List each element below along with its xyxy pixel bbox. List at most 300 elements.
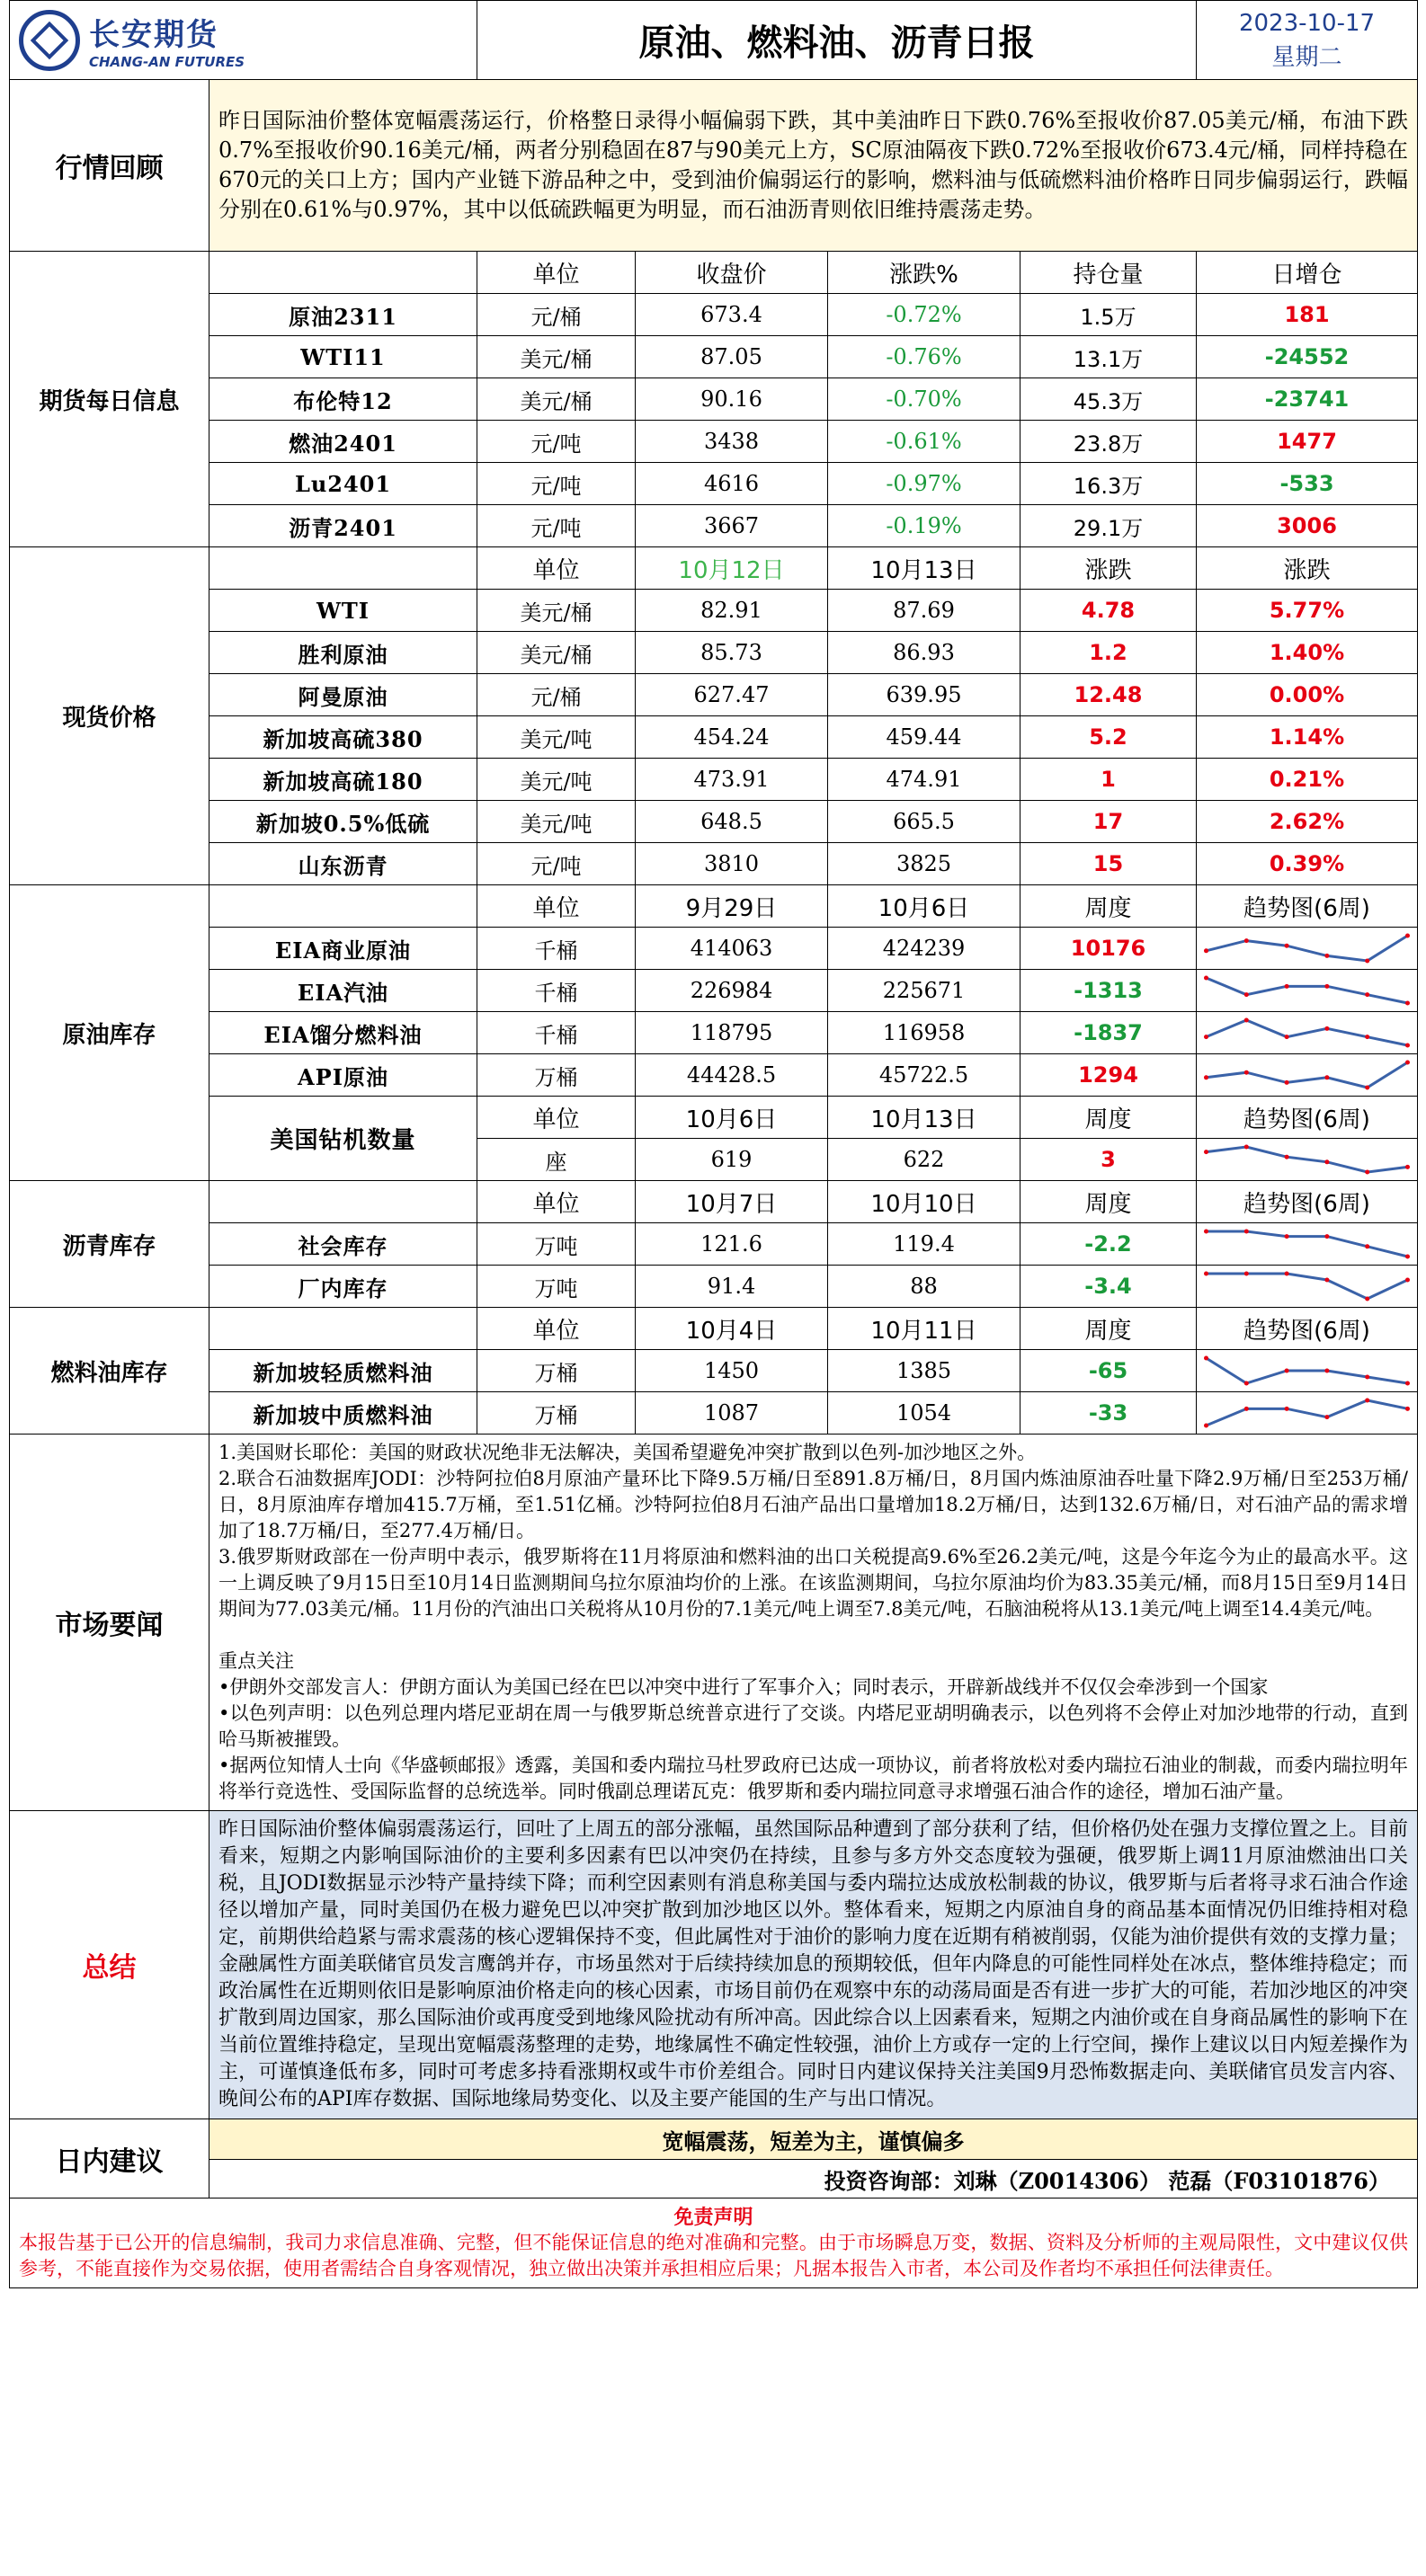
- price-day2: 86.93: [828, 632, 1020, 674]
- sparkline-path: [1207, 1400, 1408, 1426]
- change-percent: -0.61%: [828, 421, 1020, 463]
- close-price: 3667: [636, 505, 828, 547]
- open-interest: 1.5万: [1020, 294, 1197, 336]
- sparkline-point: [1324, 1415, 1329, 1419]
- open-interest: 13.1万: [1020, 336, 1197, 378]
- fuel-inv-row: [10, 1392, 1418, 1435]
- sparkline-point: [1405, 1165, 1410, 1169]
- spot-row: [10, 716, 1418, 759]
- report-header: [10, 1, 1418, 80]
- crude-inv-row: [10, 1012, 1418, 1054]
- close-price: 673.4: [636, 294, 828, 336]
- price-change-percent: 0.21%: [1197, 759, 1418, 801]
- disclaimer-text: 本报告基于已公开的信息编制，我司力求信息准确、完整，但不能保证信息的绝对准确和完整。由于市场瞬息万变，数据、资料及分析师的主观局限性，文中建议仅供参考，不能直接作为交易依据，使用者需结合自身客观情况，独立做出决策并承担相应后果；凡据本报告入市者，本公司及作者均不承担任何法律责任。: [10, 2230, 1418, 2288]
- sparkline-point: [1204, 976, 1208, 981]
- sparkline-point: [1405, 1381, 1410, 1386]
- column-header: 趋势图(6周): [1197, 1181, 1418, 1223]
- price-day1: 454.24: [636, 716, 828, 759]
- sparkline-point: [1204, 1272, 1208, 1276]
- change-percent: -0.76%: [828, 336, 1020, 378]
- price-change-percent: 0.39%: [1197, 843, 1418, 885]
- unit: 美元/桶: [477, 590, 636, 632]
- daily-oi-change: 1477: [1197, 421, 1418, 463]
- inventory-name: EIA商业原油: [209, 928, 477, 970]
- close-price: 90.16: [636, 378, 828, 421]
- sparkline-point: [1324, 984, 1329, 989]
- inventory-day2: 116958: [828, 1012, 1020, 1054]
- price-change: 12.48: [1020, 674, 1197, 716]
- unit: 美元/吨: [477, 716, 636, 759]
- company-logo-icon: [19, 10, 80, 71]
- column-header: 单位: [477, 1097, 636, 1139]
- crude-inv-row: [10, 928, 1418, 970]
- weekly-change: 1294: [1020, 1054, 1197, 1097]
- futures-row: [10, 505, 1418, 547]
- open-interest: 23.8万: [1020, 421, 1197, 463]
- sparkline-point: [1285, 1035, 1289, 1039]
- unit: 千桶: [477, 928, 636, 970]
- weekly-change: -65: [1020, 1350, 1197, 1392]
- contact-row: [10, 2160, 1418, 2198]
- unit: 美元/桶: [477, 378, 636, 421]
- close-price: 87.05: [636, 336, 828, 378]
- price-day1: 82.91: [636, 590, 828, 632]
- contract-name: 沥青2401: [209, 505, 477, 547]
- price-change: 17: [1020, 801, 1197, 843]
- trend-sparkline: [1197, 1268, 1417, 1304]
- contract-name: 原油2311: [209, 294, 477, 336]
- futures-label: 期货每日信息: [10, 252, 209, 547]
- sparkline-point: [1244, 1230, 1249, 1234]
- sparkline-path: [1207, 1358, 1408, 1383]
- news-text: [209, 1435, 1418, 1811]
- trend-chart: [1197, 970, 1418, 1012]
- review-text: 昨日国际油价整体宽幅震荡运行，价格整日录得小幅偏弱下跌，其中美油昨日下跌0.76%至报收价87.05美元/桶，布油下跌0.7%至报收价90.16美元/桶，两者分别稳固在87与90美元上方，SC原油隔夜下跌0.72%至报收价673.4元/桶，同样持稳在670元的关口上方；国内产业链下游品种之中，受到油价偏弱运行的影响，燃料油与低硫燃料油价格昨日同步偏弱运行，跌幅分别在0.61%与0.97%，其中以低硫跌幅更为明显，而石油沥青则依旧维持震荡走势。: [209, 80, 1418, 252]
- summary-text: 昨日国际油价整体偏弱震荡运行，回吐了上周五的部分涨幅，虽然国际品种遭到了部分获利了结，但价格仍处在强力支撑位置之上。目前看来，短期之内影响国际油价的主要利多因素有巴以冲突仍在持续，且参与多方外交态度较为强硬，俄罗斯上调11月原油燃油出口关税，且JODI数据显示沙特产量持续下降；而利空因素则有消息称美国与委内瑞拉达成放松制裁的协议，俄罗斯与后者将寻求石油合作途径以增加产量，同时美国仍在极力避免巴以冲突扩散到加沙地区以外。整体看来，短期之内原油自身的商品基本面情况仍旧维持相对稳定，前期供给趋紧与需求震荡的核心逻辑保持不变，但此属性对于油价的影响力度在近期有稍被削弱，仅能为油价提供有效的支撑力量；金融属性方面美联储官员发言鹰鸽并存，市场虽然对于后续持续加息的预期较低，但年内降息的可能性同样处在冰点，整体维持稳定；而政治属性在近期则依旧是影响原油价格走向的核心因素，市场目前仍在观察中东的动荡局面是否有进一步扩大的可能，若加沙地区的冲突扩散到周边国家，那么国际油价或再度受到地缘风险扰动有所冲高。因此综合以上因素看来，短期之内油价或在自身商品属性的影响下在当前位置维持稳定，呈现出宽幅震荡整理的走势，地缘属性不确定性较强，油价上方或存一定的上行空间，操作上建议以日内短差操作为主，可谨慎逢低布多，同时可考虑多持看涨期权或牛市价差组合。同时日内建议保持关注美国9月恐怖数据走向、美联储官员发言内容、晚间公布的API库存数据、国际地缘局势变化、以及主要产能国的生产与出口情况。: [209, 1811, 1418, 2119]
- price-change-percent: 0.00%: [1197, 674, 1418, 716]
- disclaimer-row: [10, 2230, 1418, 2288]
- column-header: 10月10日: [828, 1181, 1020, 1223]
- futures-row: [10, 294, 1418, 336]
- column-header: 涨跌: [1020, 547, 1197, 590]
- sparkline-point: [1285, 1155, 1289, 1159]
- price-day2: 459.44: [828, 716, 1020, 759]
- inventory-name: 新加坡中质燃料油: [209, 1392, 477, 1435]
- close-price: 3438: [636, 421, 828, 463]
- sparkline-point: [1244, 938, 1249, 943]
- unit: 元/吨: [477, 843, 636, 885]
- sparkline-point: [1204, 1356, 1208, 1361]
- unit: 元/吨: [477, 463, 636, 505]
- sparkline-point: [1324, 1026, 1329, 1031]
- review-row: [10, 80, 1418, 252]
- sparkline-point: [1285, 984, 1289, 989]
- inventory-day1: 1450: [636, 1350, 828, 1392]
- spot-label: 现货价格: [10, 547, 209, 885]
- change-percent: -0.70%: [828, 378, 1020, 421]
- daily-oi-change: 181: [1197, 294, 1418, 336]
- sparkline-point: [1365, 1244, 1369, 1248]
- weekly-change: 10176: [1020, 928, 1197, 970]
- sparkline-path: [1207, 1231, 1408, 1257]
- futures-header-row: [10, 252, 1418, 294]
- trend-sparkline: [1197, 1141, 1417, 1177]
- header-blank: [209, 547, 477, 590]
- column-header: 10月13日: [828, 547, 1020, 590]
- crude-inv-row: [10, 1054, 1418, 1097]
- trend-chart: [1197, 1266, 1418, 1308]
- futures-row: [10, 378, 1418, 421]
- sparkline-point: [1324, 1075, 1329, 1079]
- spot-row: [10, 590, 1418, 632]
- open-interest: 29.1万: [1020, 505, 1197, 547]
- trend-chart: [1197, 1392, 1418, 1435]
- spot-name: 新加坡高硫380: [209, 716, 477, 759]
- unit: 万桶: [477, 1392, 636, 1435]
- spot-name: 新加坡0.5%低硫: [209, 801, 477, 843]
- inventory-name: 新加坡轻质燃料油: [209, 1350, 477, 1392]
- column-header: 10月11日: [828, 1308, 1020, 1350]
- price-change: 1.2: [1020, 632, 1197, 674]
- contract-name: 布伦特12: [209, 378, 477, 421]
- unit: 元/桶: [477, 674, 636, 716]
- column-header: 9月29日: [636, 885, 828, 928]
- column-header: 趋势图(6周): [1197, 1308, 1418, 1350]
- news-paragraph: 1.美国财长耶伦：美国的财政状况绝非无法解决，美国希望避免冲突扩散到以色列-加沙地区之外。: [218, 1442, 1037, 1463]
- sparkline-point: [1365, 992, 1369, 997]
- trend-chart: [1197, 1054, 1418, 1097]
- sparkline-point: [1285, 944, 1289, 948]
- trend-sparkline: [1197, 1395, 1417, 1431]
- sparkline-point: [1244, 1018, 1249, 1023]
- unit: 美元/吨: [477, 801, 636, 843]
- daily-oi-change: 3006: [1197, 505, 1418, 547]
- sparkline-path: [1207, 936, 1408, 961]
- contract-name: WTI11: [209, 336, 477, 378]
- price-change-percent: 1.40%: [1197, 632, 1418, 674]
- sparkline-point: [1204, 1075, 1208, 1079]
- sparkline-point: [1244, 1145, 1249, 1150]
- futures-row: [10, 336, 1418, 378]
- sparkline-point: [1204, 1150, 1208, 1154]
- rig-header-row: [10, 1097, 1418, 1139]
- price-day1: 627.47: [636, 674, 828, 716]
- price-day1: 3810: [636, 843, 828, 885]
- column-header: 10月12日: [636, 547, 828, 590]
- daily-oi-change: -23741: [1197, 378, 1418, 421]
- disclaimer-title-row: [10, 2198, 1418, 2231]
- change-percent: -0.72%: [828, 294, 1020, 336]
- inventory-day2: 1054: [828, 1392, 1020, 1435]
- inventory-day2: 424239: [828, 928, 1020, 970]
- open-interest: 45.3万: [1020, 378, 1197, 421]
- sparkline-point: [1204, 1424, 1208, 1428]
- inventory-name: 社会库存: [209, 1223, 477, 1266]
- news-paragraph: 2.联合石油数据库JODI：沙特阿拉伯8月原油产量环比下降9.5万桶/日至891.8万桶/日，8月国内炼油原油吞吐量下降2.9万桶/日至253万桶/日，8月原油库存增加415.7万桶，至1.51亿桶。沙特阿拉伯8月石油产品出口量增加18.2万桶/日，达到132.6万桶/日，对石油产品的需求增加了18.7万桶/日，至277.4万桶/日。: [218, 1468, 1408, 1541]
- price-change: 5.2: [1020, 716, 1197, 759]
- column-header: 周度: [1020, 1181, 1197, 1223]
- rig-day1: 619: [636, 1139, 828, 1181]
- weekday-text: 星期二: [1271, 43, 1342, 71]
- weekly-change: -3.4: [1020, 1266, 1197, 1308]
- logo: [10, 1, 477, 80]
- news-paragraph: •据两位知情人士向《华盛顿邮报》透露，美国和委内瑞拉马杜罗政府已达成一项协议，前者将放松对委内瑞拉石油业的制裁，而委内瑞拉明年将举行竞选性、受国际监督的总统选举。同时俄副总理诺瓦克：俄罗斯和委内瑞拉同意寻求增强石油合作的途径，增加石油产量。: [218, 1754, 1408, 1802]
- sparkline-point: [1285, 1234, 1289, 1239]
- column-header: 周度: [1020, 1308, 1197, 1350]
- sparkline-point: [1244, 1272, 1249, 1276]
- advice-text: 宽幅震荡，短差为主，谨慎偏多: [209, 2119, 1418, 2160]
- news-label: 市场要闻: [10, 1435, 209, 1811]
- fuel-inv-label: 燃料油库存: [10, 1308, 209, 1435]
- spot-row: [10, 801, 1418, 843]
- advice-label: 日内建议: [10, 2119, 209, 2198]
- column-header: 10月7日: [636, 1181, 828, 1223]
- crude-inv-header-row: [10, 885, 1418, 928]
- header-blank: [209, 885, 477, 928]
- trend-sparkline: [1197, 930, 1417, 966]
- unit: 万桶: [477, 1350, 636, 1392]
- column-header: 单位: [477, 1308, 636, 1350]
- column-header: 单位: [477, 547, 636, 590]
- price-day2: 474.91: [828, 759, 1020, 801]
- sparkline-point: [1244, 1070, 1249, 1075]
- contract-name: 燃油2401: [209, 421, 477, 463]
- sparkline-point: [1405, 1255, 1410, 1259]
- column-header: 10月6日: [828, 885, 1020, 928]
- sparkline-path: [1207, 1147, 1408, 1172]
- advice-row: [10, 2119, 1418, 2160]
- spot-name: 阿曼原油: [209, 674, 477, 716]
- column-header: 周度: [1020, 885, 1197, 928]
- fuel-inv-row: [10, 1350, 1418, 1392]
- price-day2: 87.69: [828, 590, 1020, 632]
- sparkline-point: [1405, 1001, 1410, 1006]
- sparkline-path: [1207, 1020, 1408, 1045]
- unit: 元/桶: [477, 294, 636, 336]
- news-paragraph: 3.俄罗斯财政部在一份声明中表示，俄罗斯将在11月将原油和燃料油的出口关税提高9.6%至26.2美元/吨，这是今年迄今为止的最高水平。这一上调反映了9月15日至10月14日监测期间乌拉尔原油均价的上涨。在该监测期间，乌拉尔原油均价为83.35美元/桶，而8月15日至9月14日期间为77.03美元/桶。11月份的汽油出口关税将从10月份的7.1美元/吨上调至7.8美元/吨，石脑油税将从13.1美元/吨上调至14.4美元/吨。: [218, 1546, 1408, 1620]
- sparkline-point: [1285, 1080, 1289, 1085]
- spot-name: WTI: [209, 590, 477, 632]
- unit: 千桶: [477, 970, 636, 1012]
- asphalt-inv-label: 沥青库存: [10, 1181, 209, 1308]
- column-header: 周度: [1020, 1097, 1197, 1139]
- column-header: 涨跌%: [828, 252, 1020, 294]
- header-blank: [209, 252, 477, 294]
- logo-cn: 长安期货: [89, 17, 218, 53]
- inventory-name: API原油: [209, 1054, 477, 1097]
- change-percent: -0.19%: [828, 505, 1020, 547]
- unit: 万吨: [477, 1223, 636, 1266]
- unit: 千桶: [477, 1012, 636, 1054]
- sparkline-point: [1204, 948, 1208, 953]
- price-day2: 665.5: [828, 801, 1020, 843]
- sparkline-point: [1324, 1234, 1329, 1239]
- weekly-change: -33: [1020, 1392, 1197, 1435]
- sparkline-point: [1405, 1278, 1410, 1283]
- sparkline-point: [1365, 1375, 1369, 1380]
- price-change: 15: [1020, 843, 1197, 885]
- report-date: [1197, 1, 1418, 80]
- inventory-day1: 44428.5: [636, 1054, 828, 1097]
- column-header: 趋势图(6周): [1197, 885, 1418, 928]
- news-row: [10, 1435, 1418, 1811]
- column-header: 10月4日: [636, 1308, 828, 1350]
- spot-header-row: [10, 547, 1418, 590]
- weekly-change: -2.2: [1020, 1223, 1197, 1266]
- change-percent: -0.97%: [828, 463, 1020, 505]
- spot-row: [10, 632, 1418, 674]
- unit: 元/吨: [477, 505, 636, 547]
- inventory-day1: 118795: [636, 1012, 828, 1054]
- sparkline-point: [1365, 1035, 1369, 1039]
- unit: 美元/桶: [477, 336, 636, 378]
- news-paragraph: •伊朗外交部发言人：伊朗方面认为美国已经在巴以冲突中进行了军事介入；同时表示，开辟新战线并不仅仅会牵涉到一个国家: [218, 1676, 1269, 1698]
- column-header: 10月6日: [636, 1097, 828, 1139]
- sparkline-point: [1405, 1044, 1410, 1048]
- sparkline-point: [1324, 1278, 1329, 1283]
- trend-sparkline: [1197, 1353, 1417, 1389]
- inventory-day1: 226984: [636, 970, 828, 1012]
- price-day2: 3825: [828, 843, 1020, 885]
- asphalt-inv-row: [10, 1223, 1418, 1266]
- sparkline-point: [1365, 1297, 1369, 1301]
- sparkline-point: [1324, 1159, 1329, 1164]
- sparkline-point: [1244, 992, 1249, 997]
- sparkline-point: [1285, 1272, 1289, 1276]
- open-interest: 16.3万: [1020, 463, 1197, 505]
- sparkline-point: [1244, 1407, 1249, 1411]
- inventory-day2: 45722.5: [828, 1054, 1020, 1097]
- trend-sparkline: [1197, 1226, 1417, 1262]
- futures-row: [10, 421, 1418, 463]
- unit: 美元/桶: [477, 632, 636, 674]
- futures-row: [10, 463, 1418, 505]
- spot-name: 山东沥青: [209, 843, 477, 885]
- review-label: 行情回顾: [10, 80, 209, 252]
- inventory-name: EIA汽油: [209, 970, 477, 1012]
- unit: 万桶: [477, 1054, 636, 1097]
- spot-name: 胜利原油: [209, 632, 477, 674]
- price-day1: 473.91: [636, 759, 828, 801]
- close-price: 4616: [636, 463, 828, 505]
- date-text: 2023-10-17: [1238, 9, 1376, 37]
- spot-row: [10, 674, 1418, 716]
- trend-sparkline: [1197, 1015, 1417, 1051]
- column-header: 收盘价: [636, 252, 828, 294]
- sparkline-point: [1365, 959, 1369, 964]
- sparkline-point: [1204, 1035, 1208, 1039]
- summary-label: 总结: [10, 1811, 209, 2119]
- sparkline-path: [1207, 1062, 1408, 1088]
- spot-row: [10, 759, 1418, 801]
- asphalt-inv-header-row: [10, 1181, 1418, 1223]
- trend-chart: [1197, 1223, 1418, 1266]
- price-change: 4.78: [1020, 590, 1197, 632]
- sparkline-point: [1324, 1369, 1329, 1373]
- price-day1: 85.73: [636, 632, 828, 674]
- asphalt-inv-row: [10, 1266, 1418, 1308]
- unit: 万吨: [477, 1266, 636, 1308]
- price-change-percent: 1.14%: [1197, 716, 1418, 759]
- column-header: 趋势图(6周): [1197, 1097, 1418, 1139]
- column-header: 单位: [477, 1181, 636, 1223]
- sparkline-point: [1365, 1170, 1369, 1175]
- inventory-name: EIA馏分燃料油: [209, 1012, 477, 1054]
- header-blank: [209, 1308, 477, 1350]
- column-header: 持仓量: [1020, 252, 1197, 294]
- inventory-day1: 91.4: [636, 1266, 828, 1308]
- spot-row: [10, 843, 1418, 885]
- price-change-percent: 2.62%: [1197, 801, 1418, 843]
- sparkline-point: [1365, 1399, 1369, 1403]
- inventory-day1: 1087: [636, 1392, 828, 1435]
- trend-chart: [1197, 1012, 1418, 1054]
- unit: 座: [477, 1139, 636, 1181]
- spot-name: 新加坡高硫180: [209, 759, 477, 801]
- trend-sparkline: [1197, 973, 1417, 1008]
- sparkline-path: [1207, 978, 1408, 1003]
- report-table: [9, 0, 1418, 2288]
- column-header: 单位: [477, 885, 636, 928]
- inventory-day2: 225671: [828, 970, 1020, 1012]
- column-header: 日增仓: [1197, 252, 1418, 294]
- inventory-day1: 414063: [636, 928, 828, 970]
- fuel-inv-header-row: [10, 1308, 1418, 1350]
- unit: 元/吨: [477, 421, 636, 463]
- rig-count-name: 美国钻机数量: [209, 1097, 477, 1181]
- disclaimer-title: 免责声明: [10, 2198, 1418, 2231]
- sparkline-point: [1405, 1407, 1410, 1411]
- sparkline-point: [1285, 1407, 1289, 1411]
- column-header: 10月13日: [828, 1097, 1020, 1139]
- weekly-change: -1837: [1020, 1012, 1197, 1054]
- logo-en: CHANG-AN FUTURES: [89, 54, 245, 70]
- price-day2: 639.95: [828, 674, 1020, 716]
- news-paragraph: •以色列声明：以色列总理内塔尼亚胡在周一与俄罗斯总统普京进行了交谈。内塔尼亚胡明确表示，以色列将不会停止对加沙地带的行动，直到哈马斯被摧毁。: [218, 1702, 1408, 1750]
- trend-chart: [1197, 928, 1418, 970]
- sparkline-path: [1207, 1274, 1408, 1299]
- price-change-percent: 5.77%: [1197, 590, 1418, 632]
- sparkline-point: [1405, 1061, 1410, 1065]
- trend-chart: [1197, 1139, 1418, 1181]
- inventory-day2: 1385: [828, 1350, 1020, 1392]
- summary-row: [10, 1811, 1418, 2119]
- sparkline-point: [1405, 934, 1410, 938]
- price-change: 1: [1020, 759, 1197, 801]
- sparkline-point: [1365, 1086, 1369, 1090]
- inventory-day2: 119.4: [828, 1223, 1020, 1266]
- sparkline-point: [1324, 954, 1329, 958]
- price-day1: 648.5: [636, 801, 828, 843]
- news-paragraph: [218, 1622, 1408, 1648]
- column-header: 涨跌: [1197, 547, 1418, 590]
- sparkline-point: [1285, 1369, 1289, 1373]
- report-title: 原油、燃料油、沥青日报: [477, 1, 1197, 80]
- weekly-change: -1313: [1020, 970, 1197, 1012]
- contact-text: 投资咨询部：刘琳（Z0014306） 范磊（F03101876）: [209, 2160, 1418, 2198]
- crude-inv-row: [10, 970, 1418, 1012]
- sparkline-point: [1204, 1230, 1208, 1234]
- crude-inv-label: 原油库存: [10, 885, 209, 1181]
- inventory-day1: 121.6: [636, 1223, 828, 1266]
- weekly-change: 3: [1020, 1139, 1197, 1181]
- daily-oi-change: -533: [1197, 463, 1418, 505]
- trend-sparkline: [1197, 1057, 1417, 1093]
- news-paragraph: 重点关注: [218, 1650, 294, 1672]
- daily-oi-change: -24552: [1197, 336, 1418, 378]
- column-header: 单位: [477, 252, 636, 294]
- header-blank: [209, 1181, 477, 1223]
